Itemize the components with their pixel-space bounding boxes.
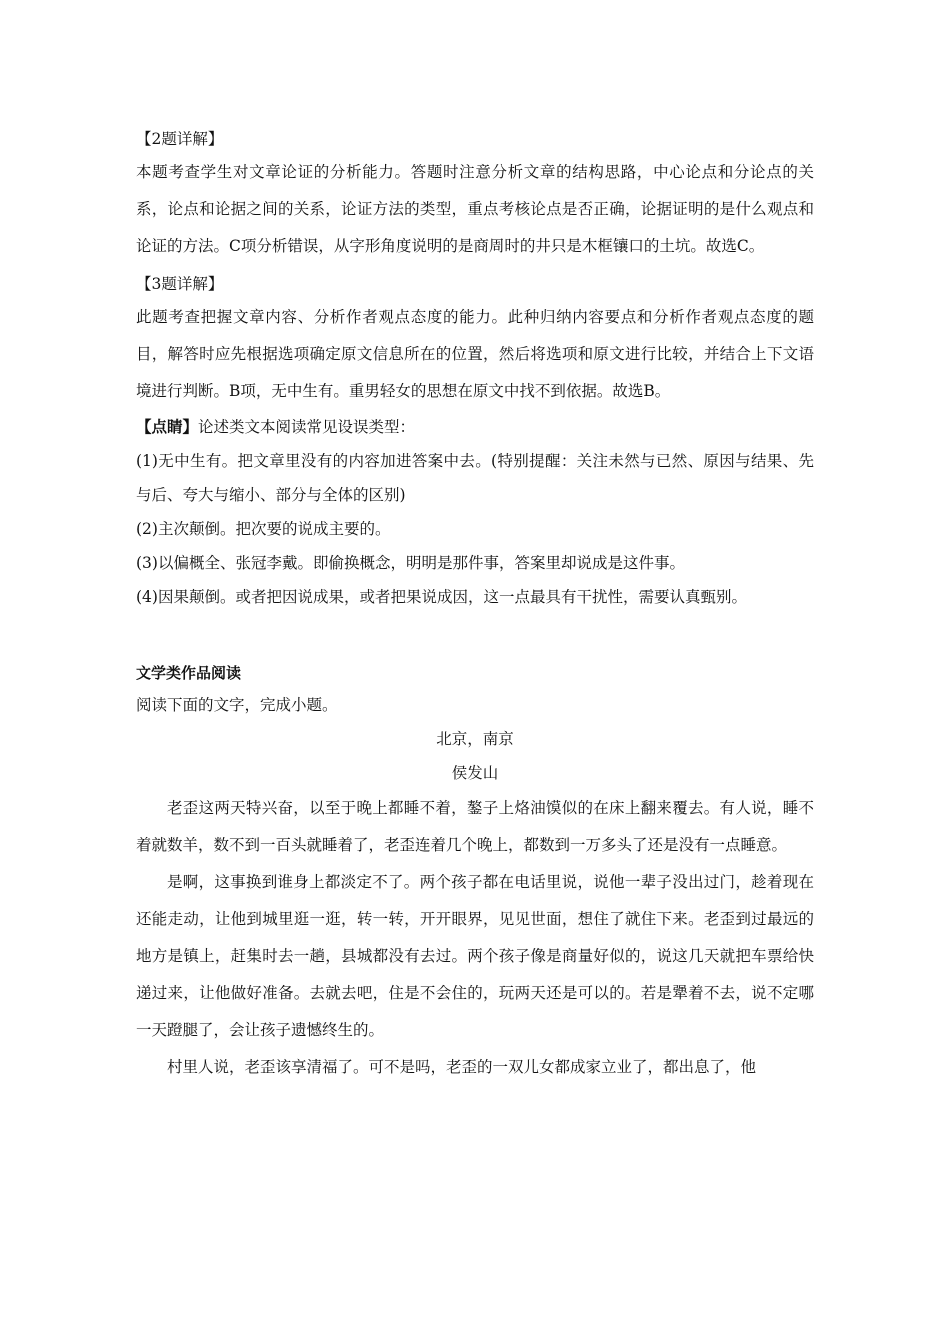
- tips-item-4: (4)因果颠倒。或者把因说成果，或者把果说成因，这一点最具有干扰性，需要认真甄别。: [136, 588, 747, 606]
- story-title: 北京，南京: [436, 730, 514, 748]
- q2-heading: 【2题详解】: [136, 130, 224, 148]
- q3-heading: 【3题详解】: [136, 275, 224, 293]
- story-paragraph: 老歪这两天特兴奋，以至于晚上都睡不着，鏊子上烙油馍似的在床上翻来覆去。有人说，睡不着就数羊，数不到一百头就睡着了，老歪连着几个晚上，都数到一万多头了还是没有一点睡意。: [136, 799, 814, 854]
- q2-body: 本题考查学生对文章论证的分析能力。答题时注意分析文章的结构思路，中心论点和分论点的关系，论点和论据之间的关系，论证方法的类型，重点考核论点是否正确，论据证明的是什么观点和论证的方法。C项分析错误，从字形角度说明的是商周时的井只是木框镶口的土坑。故选C。: [136, 163, 814, 255]
- tips-item-3: (3)以偏概全、张冠李戴。即偷换概念，明明是那件事，答案里却说成是这件事。: [136, 554, 685, 572]
- q3-body: 此题考查把握文章内容、分析作者观点态度的能力。此种归纳内容要点和分析作者观点态度的题目，解答时应先根据选项确定原文信息所在的位置，然后将选项和原文进行比较，并结合上下文语境进行判断。B项，无中生有。重男轻女的思想在原文中找不到依据。故选B。: [136, 308, 814, 400]
- story-paragraph: 是啊，这事换到谁身上都淡定不了。两个孩子都在电话里说，说他一辈子没出过门，趁着现在还能走动，让他到城里逛一逛，转一转，开开眼界，见见世面，想住了就住下来。老歪到过最远的地方是镇上，赶集时去一趟，县城都没有去过。两个孩子像是商量好似的，说这几天就把车票给快递过来，让他做好准备。去就去吧，住是不会住的，玩两天还是可以的。若是犟着不去，说不定哪一天蹬腿了，会让孩子遗憾终生的。: [136, 873, 814, 1039]
- story-author: 侯发山: [451, 764, 499, 782]
- tips-intro: 论述类文本阅读常见设误类型：: [198, 418, 416, 436]
- document-page: [136, 120, 814, 1086]
- section-title: 文学类作品阅读: [136, 664, 242, 682]
- tips-item-1: (1)无中生有。把文章里没有的内容加进答案中去。(特别提醒：关注未然与已然、原因与结果、先与后、夸大与缩小、部分与全体的区别): [136, 452, 814, 504]
- tips-label: 【点睛】: [136, 418, 199, 436]
- tips-line: [136, 410, 814, 444]
- reading-instruction: 阅读下面的文字，完成小题。: [136, 696, 338, 714]
- story-paragraph: 村里人说，老歪该享清福了。可不是吗，老歪的一双儿女都成家立业了，都出息了，他: [167, 1058, 757, 1076]
- tips-item-2: (2)主次颠倒。把次要的说成主要的。: [136, 520, 391, 538]
